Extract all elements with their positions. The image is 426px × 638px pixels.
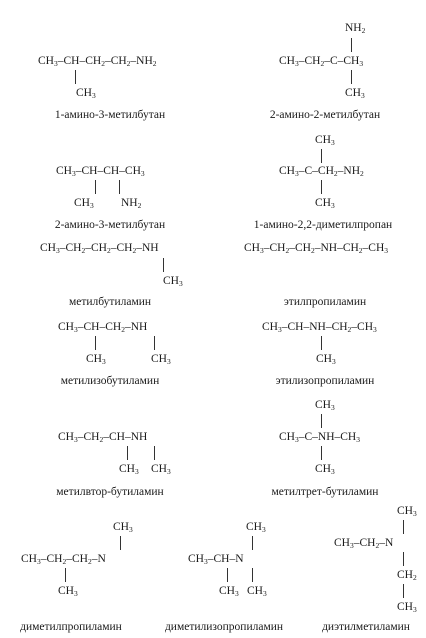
bond-vertical (75, 70, 76, 84)
bond-vertical-bottom (65, 568, 66, 582)
formula-ethyl-ch2: $CH_2$ (397, 569, 417, 582)
bond-vertical-top (321, 149, 322, 163)
formula-main-chain: $CH_3-CH_2-C-CH_3$ (279, 55, 364, 68)
formula-top-substituent: $CH_3$ (397, 505, 417, 518)
formula-main-chain: $CH_3-CH-CH_2-CH_2-NH_2$ (38, 55, 157, 68)
compound-name: 1-амино-2,2-диметилпропан (253, 219, 393, 231)
bond-vertical-left (127, 446, 128, 460)
formula-main-chain: $CH_3-CH_2-CH_2-CH_2-NH$ (40, 242, 159, 255)
compound-name: 2-амино-2-метилбутан (269, 109, 381, 121)
bond-vertical-right (154, 336, 155, 350)
bond-vertical-bottom (321, 180, 322, 194)
formula-main-chain: $CH_3-CH_2-N$ (334, 537, 394, 550)
compound-name: 1-амино-3-метилбутан (54, 109, 166, 121)
bond-vertical-bottom (403, 584, 404, 598)
formula-main-chain: $CH_3-C-CH_2-NH_2$ (279, 165, 364, 178)
compound-name: диэтилметиламин (322, 621, 410, 633)
formula-main-chain: $CH_3-CH-CH-CH_3$ (56, 165, 145, 178)
formula-branch-amino: $NH_2$ (121, 197, 142, 210)
formula-branch: $CH_3$ (163, 275, 183, 288)
formula-branch-right: $CH_3$ (151, 353, 171, 366)
bond-vertical-left (95, 336, 96, 350)
formula-main-chain: $CH_3-CH-NH-CH_2-CH_3$ (262, 321, 377, 334)
compound-name: диметилпропиламин (20, 621, 122, 633)
bond-vertical-top (351, 38, 352, 52)
bond-vertical-middle (403, 552, 404, 566)
formula-main-chain: $CH_3-CH-CH_2-NH$ (58, 321, 148, 334)
bond-vertical (163, 258, 164, 272)
compound-name: метилизобутиламин (60, 375, 160, 387)
formula-main-chain: $CH_3-CH_2-CH_2-NH-CH_2-CH_3$ (244, 242, 389, 255)
compound-name: метилтрет-бутиламин (271, 486, 379, 498)
compound-name: этилпропиламин (283, 296, 367, 308)
formula-branch-left: $CH_3$ (86, 353, 106, 366)
bond-vertical (321, 336, 322, 350)
formula-branch-methyl: $CH_3$ (74, 197, 94, 210)
formula-top-substituent: $NH_2$ (345, 22, 366, 35)
bond-vertical-right (154, 446, 155, 460)
formula-branch: $CH_3$ (316, 353, 336, 366)
formula-bottom-substituent: $CH_3$ (315, 463, 335, 476)
formula-branch-left: $CH_3$ (119, 463, 139, 476)
bond-vertical-bottom-left (227, 568, 228, 582)
formula-top-substituent: $CH_3$ (246, 521, 266, 534)
compound-name: 2-амино-3-метилбутан (54, 219, 166, 231)
formula-branch-right: $CH_3$ (151, 463, 171, 476)
bond-vertical-bottom (321, 446, 322, 460)
formula-main-chain: $CH_3-CH_2-CH-NH$ (58, 431, 148, 444)
bond-vertical-bottom-right (252, 568, 253, 582)
formula-branch-left: $CH_3$ (219, 585, 239, 598)
formula-main-chain: $CH_3-C-NH-CH_3$ (279, 431, 360, 444)
formula-main-chain: $CH_3-CH-N$ (188, 553, 244, 566)
formula-branch-right: $CH_3$ (247, 585, 267, 598)
formula-bottom-substituent: $CH_3$ (345, 87, 365, 100)
bond-vertical-bottom (351, 70, 352, 84)
formula-bottom-substituent: $CH_3$ (58, 585, 78, 598)
compound-name: этилизопропиламин (275, 375, 375, 387)
formula-ethyl-ch3: $CH_3$ (397, 601, 417, 614)
compound-name: метилвтор-бутиламин (56, 486, 164, 498)
bond-vertical-top (321, 414, 322, 428)
bond-vertical-top (120, 536, 121, 550)
formula-top-substituent: $CH_3$ (113, 521, 133, 534)
formula-top-substituent: $CH_3$ (315, 134, 335, 147)
compound-name: диметилизопропиламин (164, 621, 284, 633)
bond-vertical-top (403, 520, 404, 534)
bond-vertical-top (252, 536, 253, 550)
formula-main-chain: $CH_3-CH_2-CH_2-N$ (21, 553, 106, 566)
formula-bottom-substituent: $CH_3$ (315, 197, 335, 210)
bond-vertical-left (95, 180, 96, 194)
bond-vertical-right (119, 180, 120, 194)
compound-name: метилбутиламин (68, 296, 152, 308)
formula-top-substituent: $CH_3$ (315, 399, 335, 412)
formula-branch: $CH_3$ (76, 87, 96, 100)
